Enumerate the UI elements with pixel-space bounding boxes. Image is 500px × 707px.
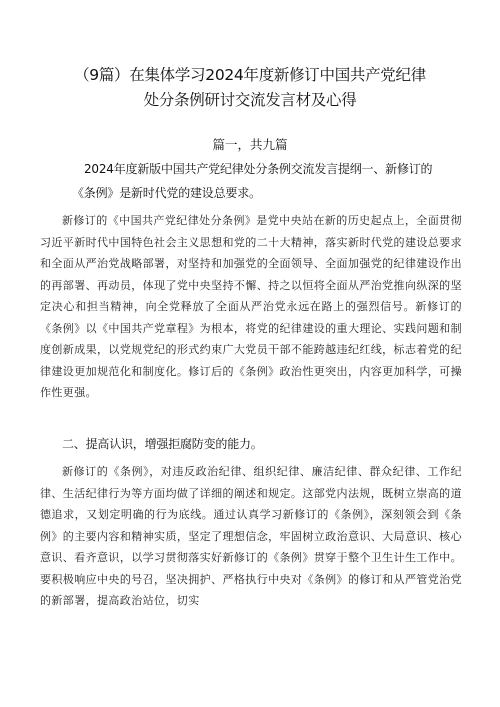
intro-heading-line2: 《条例》是新时代党的建设总要求。 [72, 186, 261, 200]
subheading-2: 二、提高认识，增强拒腐防变的能力。 [62, 437, 263, 451]
document-title-line1: （9篇）在集体学习2024年度新修订中国共产党纪律 [74, 66, 426, 84]
intro-heading-line1: 2024年度新版中国共产党纪律处分条例交流发言提纲一、新修订的 [84, 162, 433, 176]
document-title-line2: 处分条例研讨交流发言材及心得 [143, 91, 357, 109]
section-heading: 篇一，共九篇 [212, 137, 288, 152]
body-paragraph-2: 新修订的《条例》，对违反政治纪律、组织纪律、廉洁纪律、群众纪律、工作纪律、生活纪律行为等方面均做了详细的阐述和规定。这部党内法规，既树立崇高的道德追求，又划定明确的行为底线。通过认真学习新修订的《条例》，深刻领会到《条例》的主要内容和精神实质，坚定了理想信念，牢固树立政治意识、大局意识、核心意识、看齐意识，以学习贯彻落实好新修订的《条例》贯穿于整个卫生计生工作中。要积极响应中央的号召，坚决拥护、严格执行中央对《条例》的修订和从严管党治党的新部署，提高政治站位，切实 [40, 465, 462, 607]
body-paragraph-1: 新修订的《中国共产党纪律处分条例》是党中央站在新的历史起点上，全面贯彻习近平新时代中国特色社会主义思想和党的二十大精神，落实新时代党的建设总要求和全面从严治党战略部署，对坚持和加强党的全面领导、全面加强党的纪律建设作出的再部署、再动员，体现了党中央坚持不懈、持之以恒将全面从严治党推向纵深的坚定决心和担当精神，向全党释放了全面从严治党永远在路上的强烈信号。新修订的《条例》以《中国共产党章程》为根本，将党的纪律建设的重大理论、实践问题和制度创新成果，以党规党纪的形式约束广大党员干部不能跨越违纪红线，标志着党的纪律建设更加规范化和制度化。修订后的《条例》政治性更突出，内容更加科学，可操作性更强。 [40, 214, 462, 399]
